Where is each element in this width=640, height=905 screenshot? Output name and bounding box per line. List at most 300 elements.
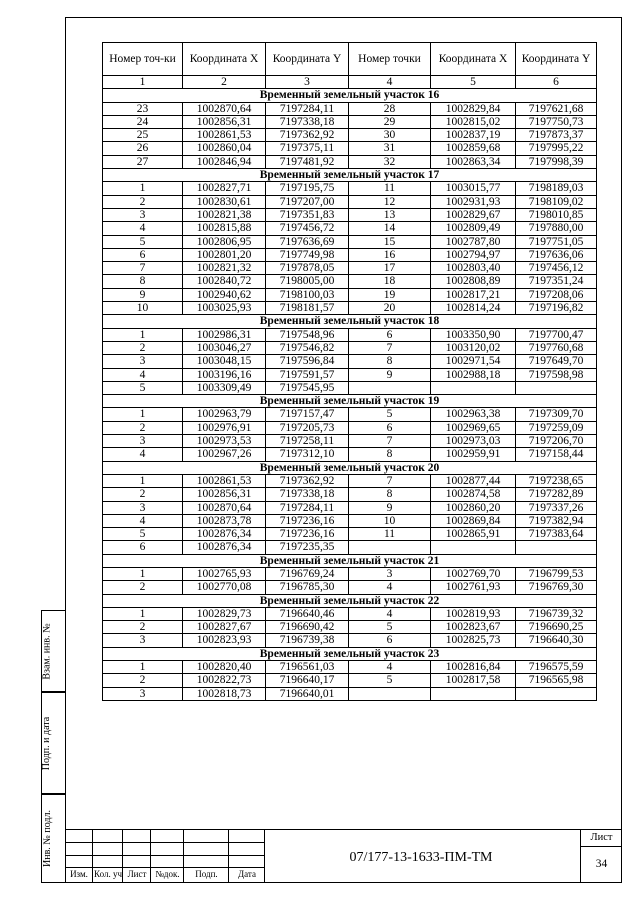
table-cell: 1002806,95 xyxy=(183,235,266,248)
table-cell: 3 xyxy=(103,355,183,368)
table-cell xyxy=(516,541,597,554)
table-cell: 1002769,70 xyxy=(431,567,516,580)
table-cell: 7197238,65 xyxy=(516,474,597,487)
table-row xyxy=(103,621,597,634)
table-cell: 7196769,30 xyxy=(516,581,597,594)
table-cell: 3 xyxy=(103,501,183,514)
column-number-row xyxy=(103,76,597,89)
table-cell: 2 xyxy=(103,341,183,354)
table-cell: 8 xyxy=(349,448,431,461)
table-cell: 7197621,68 xyxy=(516,102,597,115)
section-title: Временный земельный участок 23 xyxy=(103,647,597,660)
section-title-row xyxy=(103,554,597,567)
table-cell: 1002846,94 xyxy=(183,155,266,168)
table-cell: 1002817,58 xyxy=(431,674,516,687)
table-row xyxy=(103,288,597,301)
table-cell: 2 xyxy=(103,621,183,634)
section-title: Временный земельный участок 20 xyxy=(103,461,597,474)
table-cell: 1003046,27 xyxy=(183,341,266,354)
table-cell: 7197258,11 xyxy=(266,435,349,448)
stamp-kol-uch: Кол. уч xyxy=(94,869,122,879)
table-cell: 1002829,84 xyxy=(431,102,516,115)
table-cell: 7197382,94 xyxy=(516,514,597,527)
table-cell: 24 xyxy=(103,115,183,128)
table-row xyxy=(103,208,597,221)
table-row xyxy=(103,474,597,487)
table-row xyxy=(103,408,597,421)
table-cell: 1002820,40 xyxy=(183,661,266,674)
table-cell: 1002967,26 xyxy=(183,448,266,461)
table-cell: 8 xyxy=(349,488,431,501)
table-cell: 7197337,26 xyxy=(516,501,597,514)
table-cell: 20 xyxy=(349,302,431,315)
table-cell: 7196739,38 xyxy=(266,634,349,647)
table-cell: 1002840,72 xyxy=(183,275,266,288)
table-cell: 1002861,53 xyxy=(183,474,266,487)
table-cell xyxy=(349,687,431,700)
table-cell: 10 xyxy=(103,302,183,315)
table-cell: 7197208,06 xyxy=(516,288,597,301)
table-cell: 6 xyxy=(349,421,431,434)
header-point-number: Номер точ-ки xyxy=(103,43,183,76)
table-cell: 1 xyxy=(103,607,183,620)
table-cell: 7197375,11 xyxy=(266,142,349,155)
sheet-number: 34 xyxy=(595,858,608,870)
coordinates-table xyxy=(102,42,597,701)
table-cell: 1002976,91 xyxy=(183,421,266,434)
table-cell: 1002870,64 xyxy=(183,501,266,514)
sidebar-vzam-label: Взам. инв. № xyxy=(41,622,53,680)
table-cell: 1002801,20 xyxy=(183,248,266,261)
header-coord-x-2: Координата X xyxy=(431,43,516,76)
table-cell: 9 xyxy=(103,288,183,301)
table-cell: 32 xyxy=(349,155,431,168)
table-cell: 7197591,57 xyxy=(266,368,349,381)
table-cell: 16 xyxy=(349,248,431,261)
table-cell: 28 xyxy=(349,102,431,115)
table-cell: 3 xyxy=(103,435,183,448)
table-cell: 1002859,68 xyxy=(431,142,516,155)
table-cell: 7197157,47 xyxy=(266,408,349,421)
table-cell: 1002973,03 xyxy=(431,435,516,448)
table-cell: 1002865,91 xyxy=(431,528,516,541)
table-cell xyxy=(516,687,597,700)
table-row xyxy=(103,368,597,381)
table-row xyxy=(103,421,597,434)
table-cell: 1002829,73 xyxy=(183,607,266,620)
sidebar-vzam-inv xyxy=(41,610,65,692)
table-cell: 7197545,95 xyxy=(266,381,349,394)
table-cell: 7197700,47 xyxy=(516,328,597,341)
table-cell: 5 xyxy=(103,381,183,394)
table-row xyxy=(103,355,597,368)
section-title-row xyxy=(103,395,597,408)
table-cell: 7196575,59 xyxy=(516,661,597,674)
table-cell: 1002814,24 xyxy=(431,302,516,315)
table-cell: 1002861,53 xyxy=(183,129,266,142)
table-cell: 1002803,40 xyxy=(431,262,516,275)
table-row xyxy=(103,661,597,674)
table-cell: 1002765,93 xyxy=(183,567,266,580)
table-cell: 7197880,00 xyxy=(516,222,597,235)
section-title: Временный земельный участок 17 xyxy=(103,169,597,182)
table-cell: 3 xyxy=(349,567,431,580)
table-cell: 7197636,06 xyxy=(516,248,597,261)
table-row xyxy=(103,581,597,594)
table-cell: 7198100,03 xyxy=(266,288,349,301)
table-cell: 8 xyxy=(349,355,431,368)
table-cell: 7197282,89 xyxy=(516,488,597,501)
table-cell: 7196799,53 xyxy=(516,567,597,580)
table-cell: 1002770,08 xyxy=(183,581,266,594)
table-cell: 7 xyxy=(349,341,431,354)
table-cell: 1002761,93 xyxy=(431,581,516,594)
table-cell: 2 xyxy=(103,581,183,594)
table-row xyxy=(103,674,597,687)
table-cell: 7197158,44 xyxy=(516,448,597,461)
column-number: 4 xyxy=(349,76,431,89)
table-cell: 6 xyxy=(103,248,183,261)
section-title-row xyxy=(103,461,597,474)
table-row xyxy=(103,341,597,354)
section-title: Временный земельный участок 19 xyxy=(103,395,597,408)
table-cell: 1002816,84 xyxy=(431,661,516,674)
table-cell: 7198005,00 xyxy=(266,275,349,288)
table-cell: 7196640,17 xyxy=(266,674,349,687)
table-cell: 6 xyxy=(103,541,183,554)
table-cell: 8 xyxy=(103,275,183,288)
table-cell: 7197236,16 xyxy=(266,528,349,541)
table-cell: 7197284,11 xyxy=(266,102,349,115)
table-row xyxy=(103,528,597,541)
table-cell: 7197456,72 xyxy=(266,222,349,235)
table-cell: 3 xyxy=(103,208,183,221)
header-row xyxy=(103,43,597,76)
table-cell: 7197206,70 xyxy=(516,435,597,448)
stamp-list: Лист xyxy=(127,869,147,879)
table-cell: 1003120,02 xyxy=(431,341,516,354)
table-row xyxy=(103,381,597,394)
section-title: Временный земельный участок 16 xyxy=(103,89,597,102)
table-cell: 1002821,32 xyxy=(183,262,266,275)
table-cell: 7198189,03 xyxy=(516,182,597,195)
sidebar-inv-label: Инв. № подл. xyxy=(41,810,53,867)
table-row xyxy=(103,235,597,248)
table-cell: 7197309,70 xyxy=(516,408,597,421)
table-row xyxy=(103,275,597,288)
table-cell xyxy=(516,381,597,394)
table-cell xyxy=(349,541,431,554)
table-cell: 7197351,24 xyxy=(516,275,597,288)
table-cell: 7197235,35 xyxy=(266,541,349,554)
table-cell: 2 xyxy=(103,195,183,208)
table-cell: 7197195,75 xyxy=(266,182,349,195)
table-cell: 1002837,19 xyxy=(431,129,516,142)
stamp-ndok: №док. xyxy=(155,869,180,879)
table-cell: 5 xyxy=(103,235,183,248)
table-row xyxy=(103,142,597,155)
table-cell xyxy=(431,381,516,394)
table-cell: 1002825,73 xyxy=(431,634,516,647)
table-cell: 27 xyxy=(103,155,183,168)
table-cell: 18 xyxy=(349,275,431,288)
section-title: Временный земельный участок 21 xyxy=(103,554,597,567)
table-cell: 29 xyxy=(349,115,431,128)
table-cell: 1002971,54 xyxy=(431,355,516,368)
table-cell: 7197362,92 xyxy=(266,474,349,487)
column-number: 5 xyxy=(431,76,516,89)
table-row xyxy=(103,488,597,501)
table-cell: 7197383,64 xyxy=(516,528,597,541)
table-cell: 7197362,92 xyxy=(266,129,349,142)
table-cell: 1 xyxy=(103,474,183,487)
table-cell: 1002815,88 xyxy=(183,222,266,235)
table-cell: 5 xyxy=(349,621,431,634)
table-cell: 1 xyxy=(103,182,183,195)
sidebar-podp-label: Подп. и дата xyxy=(41,716,53,770)
table-row xyxy=(103,262,597,275)
table-row xyxy=(103,115,597,128)
table-cell: 1002863,34 xyxy=(431,155,516,168)
table-cell: 1002823,93 xyxy=(183,634,266,647)
table-cell: 7197338,18 xyxy=(266,115,349,128)
table-cell: 17 xyxy=(349,262,431,275)
table-cell: 4 xyxy=(349,607,431,620)
table-cell: 23 xyxy=(103,102,183,115)
table-cell: 1002963,79 xyxy=(183,408,266,421)
table-cell: 3 xyxy=(103,687,183,700)
table-cell: 7197548,96 xyxy=(266,328,349,341)
table-cell: 5 xyxy=(349,674,431,687)
table-cell: 1002827,67 xyxy=(183,621,266,634)
table-cell: 7196690,42 xyxy=(266,621,349,634)
table-cell: 1002973,53 xyxy=(183,435,266,448)
table-cell xyxy=(431,541,516,554)
sidebar-podp-data xyxy=(41,692,65,794)
table-cell: 7197456,12 xyxy=(516,262,597,275)
table-cell: 13 xyxy=(349,208,431,221)
section-title-row xyxy=(103,89,597,102)
header-coord-x: Координата X xyxy=(183,43,266,76)
table-cell: 1002959,91 xyxy=(431,448,516,461)
table-cell: 1 xyxy=(103,328,183,341)
table-cell: 7196561,03 xyxy=(266,661,349,674)
table-cell: 1002819,93 xyxy=(431,607,516,620)
table-row xyxy=(103,195,597,208)
table-cell: 6 xyxy=(349,634,431,647)
table-cell: 7197649,70 xyxy=(516,355,597,368)
table-cell: 7196739,32 xyxy=(516,607,597,620)
table-cell: 1002869,84 xyxy=(431,514,516,527)
table-cell: 15 xyxy=(349,235,431,248)
table-cell: 1002830,61 xyxy=(183,195,266,208)
table-row xyxy=(103,248,597,261)
table-cell: 1002876,34 xyxy=(183,541,266,554)
table-cell: 7197481,92 xyxy=(266,155,349,168)
table-cell: 1003309,49 xyxy=(183,381,266,394)
section-title: Временный земельный участок 22 xyxy=(103,594,597,607)
table-cell: 1002787,80 xyxy=(431,235,516,248)
table-row xyxy=(103,182,597,195)
table-cell: 31 xyxy=(349,142,431,155)
table-cell: 7196690,25 xyxy=(516,621,597,634)
table-row xyxy=(103,435,597,448)
table-cell: 1002827,71 xyxy=(183,182,266,195)
table-cell: 1002856,31 xyxy=(183,488,266,501)
table-row xyxy=(103,634,597,647)
table-cell: 1002818,73 xyxy=(183,687,266,700)
stamp-data: Дата xyxy=(238,869,256,879)
sidebar-inv-podl xyxy=(41,794,65,883)
table-cell: 4 xyxy=(103,448,183,461)
table-cell: 1003025,93 xyxy=(183,302,266,315)
section-title: Временный земельный участок 18 xyxy=(103,315,597,328)
table-cell: 7196785,30 xyxy=(266,581,349,594)
table-cell: 4 xyxy=(103,368,183,381)
table-cell: 1002829,67 xyxy=(431,208,516,221)
table-cell: 5 xyxy=(349,408,431,421)
table-cell: 9 xyxy=(349,501,431,514)
table-cell: 1002821,38 xyxy=(183,208,266,221)
header-coord-y: Координата Y xyxy=(266,43,349,76)
table-cell: 1003196,16 xyxy=(183,368,266,381)
table-cell: 7197338,18 xyxy=(266,488,349,501)
table-cell: 10 xyxy=(349,514,431,527)
table-cell: 3 xyxy=(103,634,183,647)
table-cell: 7197760,68 xyxy=(516,341,597,354)
document-number: 07/177-13-1633-ПМ-ТМ xyxy=(349,850,493,865)
table-row xyxy=(103,514,597,527)
table-cell: 1003350,90 xyxy=(431,328,516,341)
table-cell xyxy=(431,687,516,700)
table-cell: 7198181,57 xyxy=(266,302,349,315)
table-cell: 7198109,02 xyxy=(516,195,597,208)
table-cell: 30 xyxy=(349,129,431,142)
table-cell: 1002931,93 xyxy=(431,195,516,208)
table-cell: 1002877,44 xyxy=(431,474,516,487)
table-cell: 25 xyxy=(103,129,183,142)
table-cell: 4 xyxy=(103,514,183,527)
table-row xyxy=(103,129,597,142)
table-cell: 1003048,15 xyxy=(183,355,266,368)
table-cell xyxy=(349,381,431,394)
table-cell: 1002817,21 xyxy=(431,288,516,301)
table-cell: 1002876,34 xyxy=(183,528,266,541)
table-cell: 7197749,98 xyxy=(266,248,349,261)
table-cell: 4 xyxy=(103,222,183,235)
table-cell: 7197750,73 xyxy=(516,115,597,128)
table-row xyxy=(103,607,597,620)
section-title-row xyxy=(103,169,597,182)
table-cell: 7 xyxy=(103,262,183,275)
section-title-row xyxy=(103,594,597,607)
table-cell: 1002988,18 xyxy=(431,368,516,381)
table-cell: 1002808,89 xyxy=(431,275,516,288)
table-cell: 7196565,98 xyxy=(516,674,597,687)
table-row xyxy=(103,155,597,168)
table-cell: 1002873,78 xyxy=(183,514,266,527)
table-cell: 12 xyxy=(349,195,431,208)
table-cell: 4 xyxy=(349,581,431,594)
table-cell: 7196769,24 xyxy=(266,567,349,580)
table-cell: 7197284,11 xyxy=(266,501,349,514)
table-cell: 7196640,30 xyxy=(516,634,597,647)
header-coord-y-2: Координата Y xyxy=(516,43,597,76)
table-cell: 7 xyxy=(349,474,431,487)
table-cell: 7197259,09 xyxy=(516,421,597,434)
table-cell: 19 xyxy=(349,288,431,301)
table-cell: 5 xyxy=(103,528,183,541)
table-cell: 1002940,62 xyxy=(183,288,266,301)
column-number: 3 xyxy=(266,76,349,89)
table-cell: 7197351,83 xyxy=(266,208,349,221)
table-cell: 7197751,05 xyxy=(516,235,597,248)
table-row xyxy=(103,687,597,700)
table-cell: 7197546,82 xyxy=(266,341,349,354)
title-block xyxy=(65,829,622,883)
table-cell: 1002860,20 xyxy=(431,501,516,514)
table-cell: 7 xyxy=(349,435,431,448)
table-cell: 1002794,97 xyxy=(431,248,516,261)
table-cell: 1002856,31 xyxy=(183,115,266,128)
table-cell: 7197205,73 xyxy=(266,421,349,434)
sheet-label: Лист xyxy=(590,832,613,843)
table-cell: 7197598,98 xyxy=(516,368,597,381)
section-title-row xyxy=(103,647,597,660)
table-row xyxy=(103,302,597,315)
table-row xyxy=(103,541,597,554)
table-cell: 1002823,67 xyxy=(431,621,516,634)
table-cell: 1003015,77 xyxy=(431,182,516,195)
table-cell: 7197236,16 xyxy=(266,514,349,527)
table-cell: 9 xyxy=(349,368,431,381)
table-row xyxy=(103,222,597,235)
table-row xyxy=(103,448,597,461)
table-cell: 1002815,02 xyxy=(431,115,516,128)
table-cell: 1 xyxy=(103,408,183,421)
section-title-row xyxy=(103,315,597,328)
table-cell: 6 xyxy=(349,328,431,341)
table-cell: 7197312,10 xyxy=(266,448,349,461)
table-cell: 2 xyxy=(103,674,183,687)
table-cell: 7197636,69 xyxy=(266,235,349,248)
table-cell: 7196640,01 xyxy=(266,687,349,700)
stamp-izm: Изм. xyxy=(70,869,88,879)
table-cell: 26 xyxy=(103,142,183,155)
stamp-podp: Подп. xyxy=(195,869,218,879)
table-cell: 2 xyxy=(103,421,183,434)
table-cell: 1 xyxy=(103,661,183,674)
table-cell: 7197196,82 xyxy=(516,302,597,315)
table-cell: 7197873,37 xyxy=(516,129,597,142)
table-cell: 7196640,46 xyxy=(266,607,349,620)
table-cell: 1 xyxy=(103,567,183,580)
table-cell: 7197596,84 xyxy=(266,355,349,368)
table-cell: 2 xyxy=(103,488,183,501)
column-number: 1 xyxy=(103,76,183,89)
table-cell: 1002986,31 xyxy=(183,328,266,341)
table-cell: 1002969,65 xyxy=(431,421,516,434)
table-cell: 1002963,38 xyxy=(431,408,516,421)
table-cell: 1002870,64 xyxy=(183,102,266,115)
table-cell: 1002874,58 xyxy=(431,488,516,501)
table-cell: 4 xyxy=(349,661,431,674)
column-number: 6 xyxy=(516,76,597,89)
table-cell: 7197995,22 xyxy=(516,142,597,155)
table-row xyxy=(103,567,597,580)
table-cell: 1002860,04 xyxy=(183,142,266,155)
table-row xyxy=(103,328,597,341)
